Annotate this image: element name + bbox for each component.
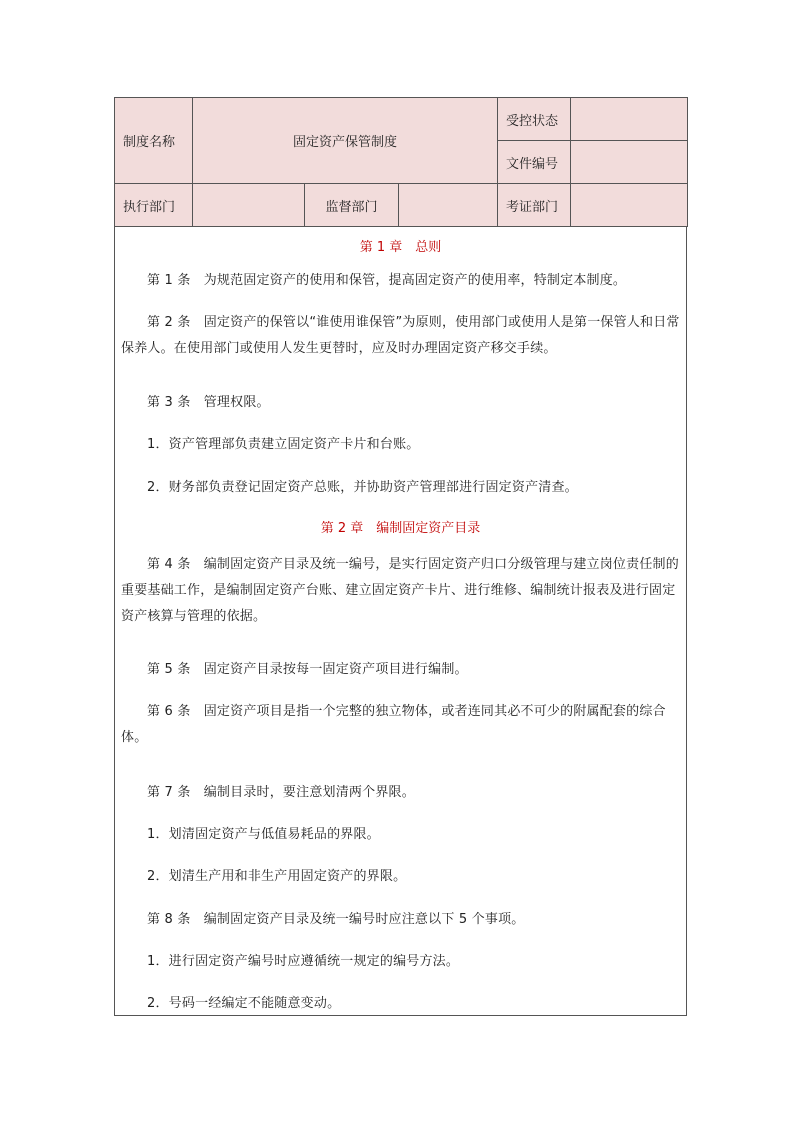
name-label-cell <box>115 98 193 184</box>
header-table <box>114 97 688 227</box>
control-label-cell <box>498 98 571 141</box>
document <box>114 97 687 1016</box>
supervise-label: 监督部门 <box>325 199 378 215</box>
article-3-item-1: 1．资产管理部负责建立固定资产卡片和台账。 <box>147 437 420 452</box>
article-8-item-2: 2．号码一经编定不能随意变动。 <box>147 996 341 1011</box>
docno-label-cell <box>498 141 571 184</box>
article-7: 第 7 条 编制目录时，要注意划清两个界限。 <box>147 785 415 800</box>
control-value-cell <box>571 98 688 141</box>
docno-value-cell <box>571 141 688 184</box>
chapter-heading-1: 第 1 章 总则 <box>359 240 442 255</box>
exec-label-cell <box>115 184 193 227</box>
name-label: 制度名称 <box>123 135 176 150</box>
exec-value-cell <box>193 184 305 227</box>
article-8-item-1: 1．进行固定资产编号时应遵循统一规定的编号方法。 <box>147 954 460 969</box>
chapter-heading-2: 第 2 章 编制固定资产目录 <box>320 521 481 536</box>
article-7-item-1: 1．划清固定资产与低值易耗品的界限。 <box>147 827 380 842</box>
article-1: 第 1 条 为规范固定资产的使用和保管，提高固定资产的使用率，特制定本制度。 <box>147 273 627 288</box>
content-area <box>114 227 687 1016</box>
name-value: 固定资产保管制度 <box>293 135 398 150</box>
verify-value-cell <box>571 184 688 227</box>
control-label: 受控状态 <box>506 113 559 129</box>
article-3: 第 3 条 管理权限。 <box>147 395 270 410</box>
article-2: 第 2 条 固定资产的保管以“谁使用谁保管”为原则，使用部门或使用人是第一保管人和日常保养人。在使用部门或使用人发生更替时，应及时办理固定资产移交手续。 <box>121 315 680 356</box>
exec-label: 执行部门 <box>123 199 176 215</box>
article-6: 第 6 条 固定资产项目是指一个完整的独立物体，或者连同其必不可少的附属配套的综合体。 <box>121 704 666 745</box>
supervise-label-cell <box>305 184 399 227</box>
article-4: 第 4 条 编制固定资产目录及统一编号，是实行固定资产归口分级管理与建立岗位责任制的重要基础工作，是编制固定资产台账、建立固定资产卡片、进行维修、编制统计报表及进行固定资产核算与管理的依据。 <box>121 557 679 624</box>
docno-label: 文件编号 <box>506 156 559 172</box>
verify-label: 考证部门 <box>506 199 559 215</box>
article-7-item-2: 2．划清生产用和非生产用固定资产的界限。 <box>147 869 407 884</box>
verify-label-cell <box>498 184 571 227</box>
article-8: 第 8 条 编制固定资产目录及统一编号时应注意以下 5 个事项。 <box>147 912 525 927</box>
article-3-item-2: 2．财务部负责登记固定资产总账，并协助资产管理部进行固定资产清查。 <box>147 480 578 495</box>
article-5: 第 5 条 固定资产目录按每一固定资产项目进行编制。 <box>147 662 468 677</box>
name-value-cell <box>193 98 498 184</box>
supervise-value-cell <box>399 184 498 227</box>
